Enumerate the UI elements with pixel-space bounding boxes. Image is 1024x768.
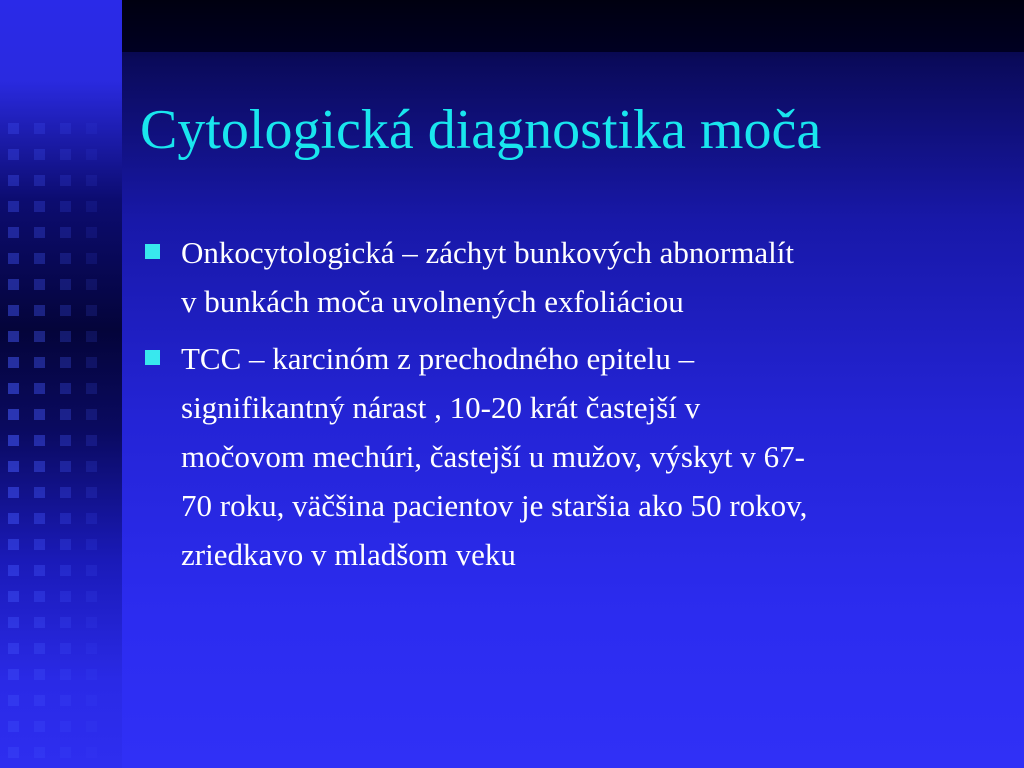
- decorative-square: [8, 747, 19, 758]
- decorative-square: [60, 513, 71, 524]
- decorative-square: [86, 227, 97, 238]
- decorative-square: [86, 591, 97, 602]
- bullet-list: [145, 228, 995, 587]
- decorative-square: [34, 513, 45, 524]
- bullet-line: 70 roku, väčšina pacientov je staršia ako 50 rokov,: [181, 488, 808, 523]
- decorative-square: [34, 461, 45, 472]
- decorative-square: [86, 461, 97, 472]
- decorative-square: [34, 435, 45, 446]
- decorative-square: [34, 539, 45, 550]
- decorative-square: [34, 669, 45, 680]
- decorative-square: [8, 331, 19, 342]
- decorative-square: [86, 253, 97, 264]
- decorative-square: [34, 617, 45, 628]
- decorative-square: [60, 331, 71, 342]
- decorative-square: [60, 591, 71, 602]
- decorative-square: [34, 383, 45, 394]
- decorative-square: [8, 487, 19, 498]
- decorative-square: [60, 253, 71, 264]
- decorative-square: [8, 669, 19, 680]
- decorative-square: [8, 175, 19, 186]
- decorative-square: [8, 409, 19, 420]
- decorative-square: [60, 747, 71, 758]
- decorative-square: [8, 305, 19, 316]
- decorative-square: [86, 565, 97, 576]
- bullet-line: signifikantný nárast , 10-20 krát častejší v: [181, 390, 701, 425]
- decorative-square: [8, 201, 19, 212]
- decorative-square: [8, 565, 19, 576]
- decorative-square: [34, 331, 45, 342]
- decorative-square: [86, 383, 97, 394]
- decorative-square: [86, 279, 97, 290]
- decorative-square: [60, 643, 71, 654]
- decorative-square: [60, 383, 71, 394]
- bullet-line: Onkocytologická – záchyt bunkových abnormalít: [181, 235, 794, 270]
- decorative-square: [86, 513, 97, 524]
- decorative-square: [34, 409, 45, 420]
- decorative-square: [34, 643, 45, 654]
- decorative-square: [34, 487, 45, 498]
- decorative-square: [60, 435, 71, 446]
- decorative-square: [34, 747, 45, 758]
- decorative-square: [8, 435, 19, 446]
- decorative-square: [8, 123, 19, 134]
- decorative-square: [60, 669, 71, 680]
- decorative-square: [34, 565, 45, 576]
- decorative-square: [86, 435, 97, 446]
- decorative-square: [8, 591, 19, 602]
- decorative-square: [8, 279, 19, 290]
- top-decorative-band: [122, 0, 1024, 52]
- decorative-square: [60, 279, 71, 290]
- decorative-square: [86, 175, 97, 186]
- decorative-square: [60, 305, 71, 316]
- decorative-square: [60, 695, 71, 706]
- decorative-square: [8, 513, 19, 524]
- decorative-square: [34, 149, 45, 160]
- bullet-line: zriedkavo v mladšom veku: [181, 537, 516, 572]
- decorative-square: [34, 695, 45, 706]
- decorative-square-grid: [0, 0, 122, 768]
- decorative-square: [8, 643, 19, 654]
- square-bullet-icon: [145, 244, 160, 259]
- decorative-square: [8, 617, 19, 628]
- decorative-square: [60, 565, 71, 576]
- decorative-square: [60, 721, 71, 732]
- decorative-square: [60, 149, 71, 160]
- decorative-square: [86, 487, 97, 498]
- decorative-square: [8, 461, 19, 472]
- bullet-item-tcc: [145, 334, 995, 579]
- decorative-square: [60, 461, 71, 472]
- bullet-line: TCC – karcinóm z prechodného epitelu –: [181, 341, 695, 376]
- decorative-square: [86, 747, 97, 758]
- decorative-square: [8, 695, 19, 706]
- bullet-line: v bunkách moča uvolnených exfoliáciou: [181, 284, 684, 319]
- decorative-square: [60, 175, 71, 186]
- decorative-square: [86, 149, 97, 160]
- decorative-square: [60, 227, 71, 238]
- decorative-square: [34, 253, 45, 264]
- decorative-square: [34, 123, 45, 134]
- decorative-square: [86, 331, 97, 342]
- decorative-square: [8, 721, 19, 732]
- decorative-square: [60, 123, 71, 134]
- decorative-square: [86, 201, 97, 212]
- decorative-square: [86, 539, 97, 550]
- square-bullet-icon: [145, 350, 160, 365]
- decorative-square: [8, 149, 19, 160]
- decorative-square: [86, 617, 97, 628]
- decorative-square: [34, 721, 45, 732]
- decorative-square: [34, 201, 45, 212]
- decorative-square: [86, 305, 97, 316]
- decorative-square: [86, 409, 97, 420]
- decorative-square: [86, 695, 97, 706]
- decorative-square: [86, 721, 97, 732]
- decorative-square: [60, 201, 71, 212]
- decorative-square: [86, 123, 97, 134]
- decorative-square: [8, 539, 19, 550]
- bullet-item-onkocytologicka: [145, 228, 995, 326]
- decorative-square: [60, 357, 71, 368]
- decorative-square: [34, 279, 45, 290]
- decorative-square: [86, 643, 97, 654]
- decorative-square: [86, 669, 97, 680]
- decorative-square: [60, 487, 71, 498]
- decorative-square: [8, 227, 19, 238]
- decorative-square: [60, 409, 71, 420]
- bullet-line: močovom mechúri, častejší u mužov, výskyt v 67-: [181, 439, 805, 474]
- decorative-square: [60, 617, 71, 628]
- decorative-square: [86, 357, 97, 368]
- decorative-square: [8, 253, 19, 264]
- decorative-square: [60, 539, 71, 550]
- decorative-square: [34, 305, 45, 316]
- decorative-square: [8, 357, 19, 368]
- decorative-square: [34, 175, 45, 186]
- decorative-square: [34, 357, 45, 368]
- decorative-square: [34, 227, 45, 238]
- decorative-square: [34, 591, 45, 602]
- slide-title: Cytologická diagnostika moča: [140, 99, 822, 161]
- decorative-square: [8, 383, 19, 394]
